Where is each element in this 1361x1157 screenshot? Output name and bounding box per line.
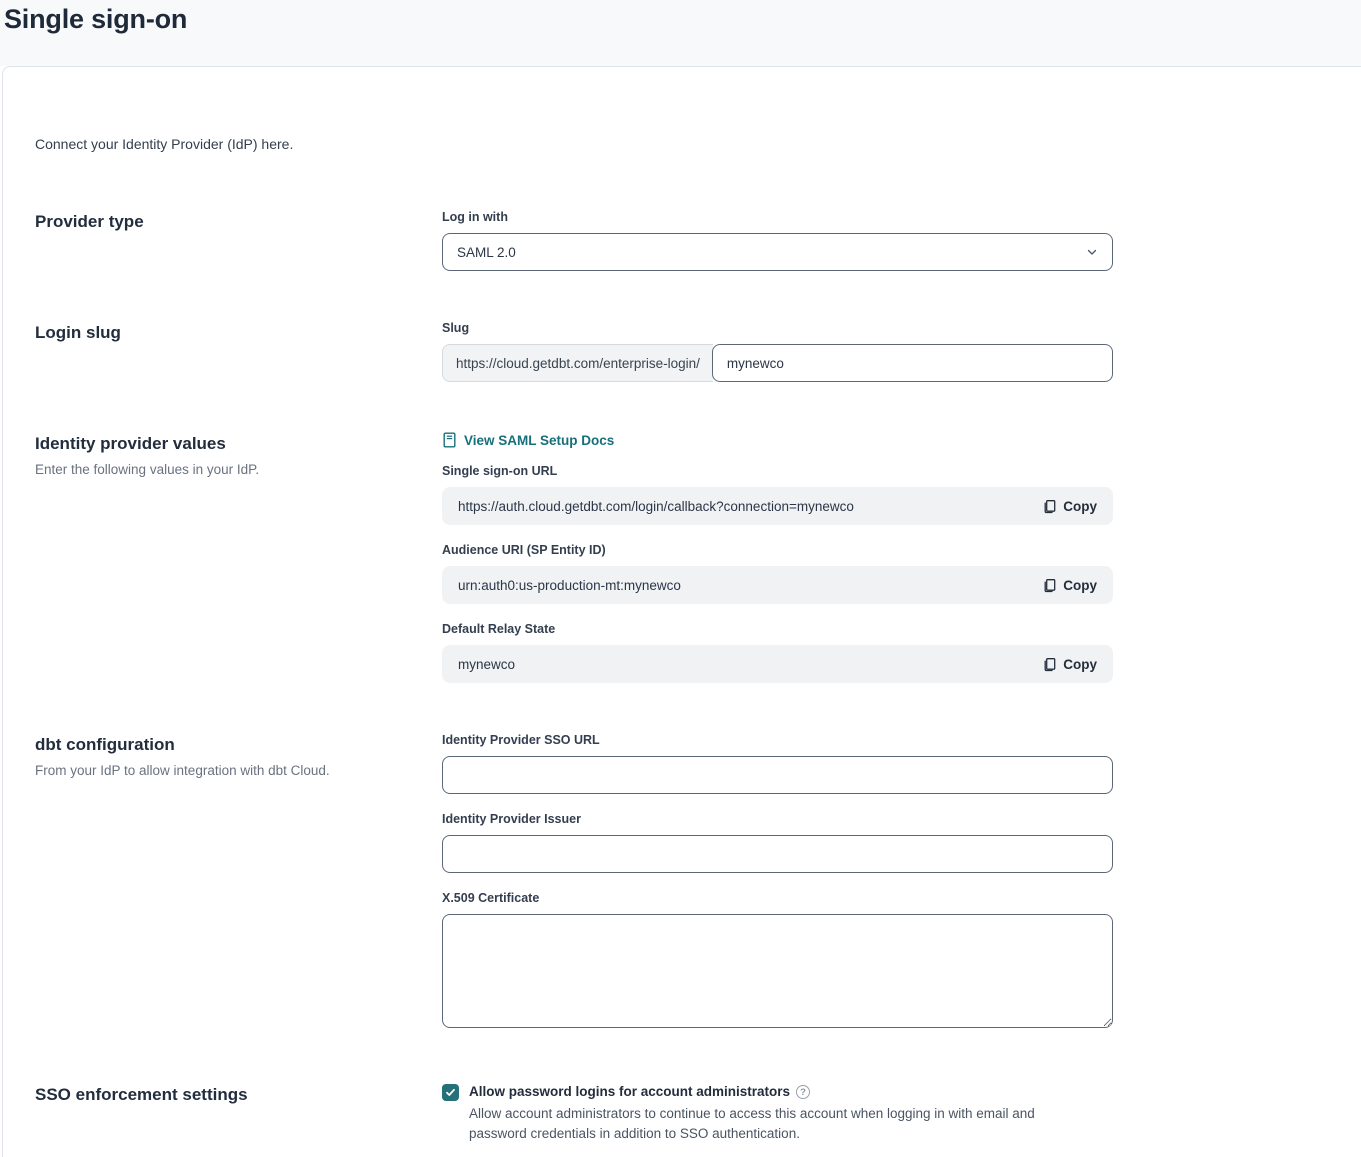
chevron-down-icon [1086, 246, 1098, 258]
relay-state-readonly-field [442, 645, 1113, 683]
relay-state-label: Default Relay State [442, 622, 556, 636]
idp-sso-url-field-group [442, 733, 1113, 794]
idp-sso-url-input[interactable] [442, 756, 1113, 794]
section-provider-type [35, 210, 1361, 271]
slug-input-group [442, 344, 1113, 382]
slug-input[interactable] [712, 344, 1113, 382]
slug-prefix: https://cloud.getdbt.com/enterprise-login/ [442, 344, 713, 382]
idp-sso-url-label: Identity Provider SSO URL [442, 733, 600, 747]
x509-certificate-label: X.509 Certificate [442, 891, 540, 905]
allow-password-logins-description: Allow account administrators to continue to access this account when logging in with email and password credentials in addition to SSO authentication. [469, 1106, 1035, 1141]
page-title: Single sign-on [4, 4, 188, 34]
checkmark-icon [445, 1087, 456, 1098]
slug-label: Slug [442, 321, 470, 335]
audience-uri-readonly-field [442, 566, 1113, 604]
identity-provider-values-subtitle: Enter the following values in your IdP. [35, 462, 260, 477]
idp-issuer-input[interactable] [442, 835, 1113, 873]
sso-url-label: Single sign-on URL [442, 464, 558, 478]
dbt-configuration-heading: dbt configuration [35, 735, 175, 754]
settings-card [2, 66, 1361, 1157]
identity-provider-values-heading: Identity provider values [35, 434, 226, 453]
allow-password-logins-row [442, 1083, 1113, 1144]
sso-url-value: https://auth.cloud.getdbt.com/login/callback?connection=mynewco [458, 498, 854, 514]
intro-text: Connect your Identity Provider (IdP) here. [35, 136, 294, 152]
copy-icon [1043, 657, 1056, 672]
copy-icon [1043, 499, 1056, 514]
login-slug-heading: Login slug [35, 323, 121, 342]
idp-issuer-label: Identity Provider Issuer [442, 812, 581, 826]
relay-state-value: mynewco [458, 656, 516, 672]
audience-uri-copy-button[interactable] [1043, 578, 1097, 593]
login-with-label: Log in with [442, 210, 508, 224]
audience-uri-field-group [442, 543, 1113, 604]
copy-button-label: Copy [1063, 498, 1097, 514]
relay-state-field-group [442, 622, 1113, 683]
page-header [0, 0, 1361, 66]
x509-certificate-field-group [442, 891, 1113, 1033]
provider-type-heading: Provider type [35, 212, 144, 231]
sso-url-copy-button[interactable] [1043, 499, 1097, 514]
section-identity-provider-values [35, 432, 1361, 683]
audience-uri-value: urn:auth0:us-production-mt:mynewco [458, 577, 681, 593]
login-with-select[interactable] [442, 233, 1113, 271]
allow-password-logins-label[interactable]: Allow password logins for account administrators [469, 1084, 791, 1099]
audience-uri-label: Audience URI (SP Entity ID) [442, 543, 606, 557]
sso-url-field-group [442, 464, 1113, 525]
view-saml-setup-docs-link[interactable] [442, 432, 614, 448]
section-login-slug [35, 321, 1361, 382]
sso-url-readonly-field [442, 487, 1113, 525]
docs-icon [442, 432, 457, 448]
login-with-selected-value: SAML 2.0 [457, 244, 516, 260]
copy-button-label: Copy [1063, 656, 1097, 672]
copy-button-label: Copy [1063, 577, 1097, 593]
relay-state-copy-button[interactable] [1043, 657, 1097, 672]
docs-link-label: View SAML Setup Docs [464, 432, 615, 448]
section-sso-enforcement [35, 1083, 1361, 1144]
idp-issuer-field-group [442, 812, 1113, 873]
sso-enforcement-heading: SSO enforcement settings [35, 1085, 248, 1104]
allow-password-logins-checkbox[interactable] [442, 1084, 459, 1101]
help-icon[interactable]: ? [796, 1085, 810, 1099]
dbt-configuration-subtitle: From your IdP to allow integration with dbt Cloud. [35, 763, 330, 778]
section-dbt-configuration [35, 733, 1361, 1033]
x509-certificate-textarea[interactable] [442, 914, 1113, 1028]
copy-icon [1043, 578, 1056, 593]
